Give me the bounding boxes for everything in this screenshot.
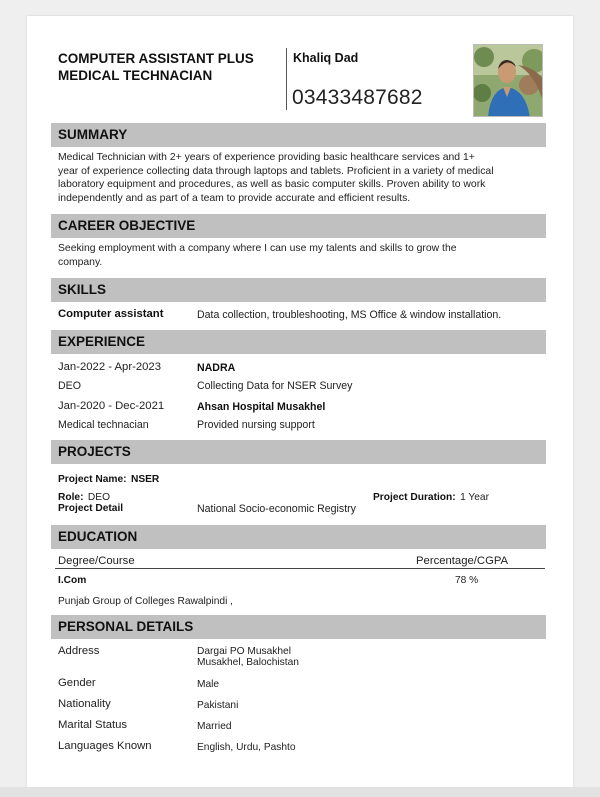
experience-role: Medical technacian — [58, 419, 149, 431]
marital-status-value: Married — [197, 721, 232, 732]
project-name-label: Project Name: — [58, 474, 127, 485]
address-label: Address — [58, 645, 100, 657]
summary-line: laboratory equipment and procedures, as well as basic computer skills. Proven ability to work — [58, 179, 486, 190]
project-duration-row — [373, 487, 489, 505]
profile-photo-image — [474, 45, 543, 117]
career-objective-text — [58, 242, 543, 269]
project-role-label: Role: — [58, 492, 84, 503]
summary-title: SUMMARY — [58, 127, 128, 142]
experience-description: Provided nursing support — [197, 419, 315, 431]
education-header-rule — [55, 568, 545, 569]
profile-photo — [473, 44, 543, 117]
skills-title: SKILLS — [58, 282, 107, 297]
gender-label: Gender — [58, 677, 96, 689]
address-line-1: Dargai PO Musakhel — [197, 646, 291, 657]
languages-label: Languages Known — [58, 740, 152, 752]
career-objective-title: CAREER OBJECTIVE — [58, 218, 196, 233]
marital-status-label: Marital Status — [58, 719, 128, 731]
education-title: EDUCATION — [58, 529, 138, 544]
languages-value: English, Urdu, Pashto — [197, 742, 296, 753]
job-title — [58, 50, 288, 84]
project-detail-label: Project Detail — [58, 503, 124, 514]
phone-number: 03433487682 — [292, 86, 423, 109]
skill-name: Computer assistant — [58, 308, 164, 320]
summary-line: Medical Technician with 2+ years of experience providing basic healthcare services and 1+ — [58, 152, 475, 163]
career-objective-line: company. — [58, 256, 103, 268]
resume-page — [27, 16, 573, 787]
experience-organization: NADRA — [197, 362, 236, 374]
education-col-degree: Degree/Course — [58, 555, 135, 567]
project-name-value: NSER — [130, 474, 160, 485]
project-role-value: DEO — [87, 492, 110, 503]
skill-detail: Data collection, troubleshooting, MS Office & window installation. — [197, 309, 502, 321]
nationality-label: Nationality — [58, 698, 111, 710]
projects-title: PROJECTS — [58, 444, 131, 459]
project-name-row — [58, 469, 159, 487]
summary-line: year of experience collecting data through laptops and tablets. Proficient in a variety of medical — [58, 165, 494, 177]
experience-period: Jan-2022 - Apr-2023 — [58, 361, 161, 373]
job-title-line-2: MEDICAL TECHNACIAN — [58, 68, 213, 83]
experience-role: DEO — [58, 380, 81, 392]
personal-details-title: PERSONAL DETAILS — [58, 619, 194, 634]
experience-title: EXPERIENCE — [58, 334, 146, 349]
experience-description: Collecting Data for NSER Survey — [197, 380, 353, 392]
experience-organization: Ahsan Hospital Musakhel — [197, 401, 326, 413]
summary-line: independently and as part of a team to provide accurate and efficient results. — [58, 192, 411, 204]
project-duration-label: Project Duration: — [373, 492, 456, 503]
education-percentage: 78 % — [455, 575, 479, 586]
candidate-name: Khaliq Dad — [293, 51, 359, 65]
skills-bar — [51, 278, 546, 302]
header-divider — [286, 48, 287, 110]
education-degree: I.Com — [58, 575, 87, 586]
education-institute: Punjab Group of Colleges Rawalpindi , — [58, 596, 233, 607]
address-line-2: Musakhel, Balochistan — [197, 657, 299, 668]
nationality-value: Pakistani — [197, 700, 239, 711]
address-value — [197, 646, 299, 668]
job-title-line-1: COMPUTER ASSISTANT PLUS — [58, 51, 254, 66]
summary-text — [58, 151, 543, 205]
page-bottom-shadow — [0, 787, 600, 797]
experience-period: Jan-2020 - Dec-2021 — [58, 400, 165, 412]
project-duration-value: 1 Year — [460, 492, 489, 503]
career-objective-line: Seeking employment with a company where I can use my talents and skills to grow the — [58, 243, 457, 254]
project-detail-value: National Socio-economic Registry — [197, 503, 356, 515]
gender-value: Male — [197, 679, 220, 690]
education-col-percentage: Percentage/CGPA — [416, 555, 509, 567]
